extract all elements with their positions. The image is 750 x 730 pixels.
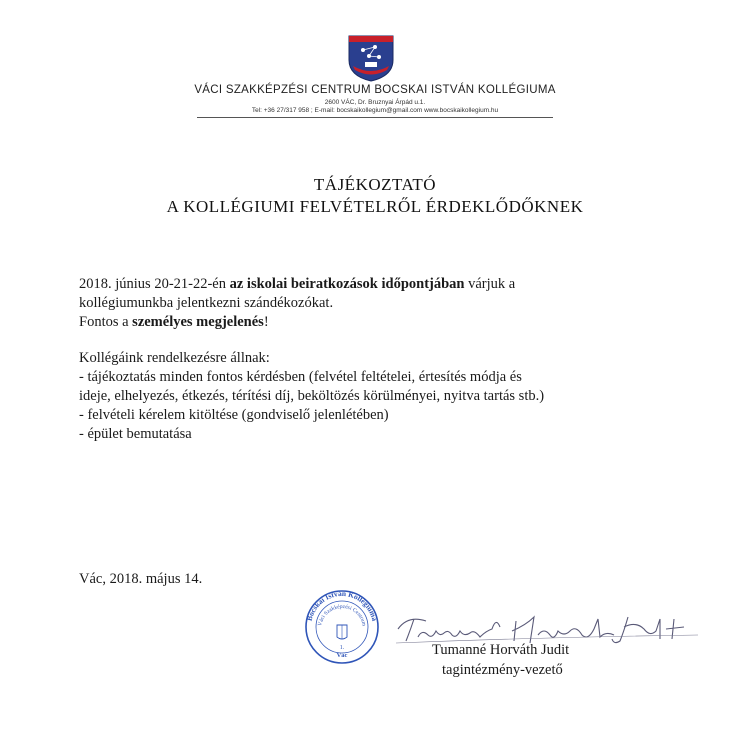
paragraph-dates bbox=[79, 275, 679, 332]
official-stamp bbox=[297, 585, 387, 665]
stamp-arc-text: Bocskai István Kollégiuma bbox=[304, 588, 380, 622]
text-applicants: kollégiumunkba jelentkezni szándékozókat. bbox=[79, 295, 334, 311]
signer-name: Tumanné Horváth Judit bbox=[432, 642, 570, 658]
text-exclamation: ! bbox=[263, 314, 269, 330]
text-personal-emphasis: személyes megjelenés bbox=[132, 314, 264, 330]
list-item-continuation: ideje, elhelyezés, étkezés, térítési díj, beköltözés körülményei, nyitva tartás stb.) bbox=[79, 388, 545, 404]
services-intro: Kollégáink rendelkezésre állnak: bbox=[79, 350, 270, 366]
list-item: - felvételi kérelem kitöltése (gondviselő jelenlétében) bbox=[79, 407, 389, 423]
paragraph-services bbox=[79, 349, 679, 444]
org-address: 2600 VÁC, Dr. Bruznyai Árpád u.1. bbox=[324, 99, 426, 106]
stamp-number: 1. bbox=[339, 645, 345, 651]
text-important: Fontos a bbox=[79, 314, 133, 330]
list-item: - tájékoztatás minden fontos kérdésben (felvétel feltételei, értesítés módja és bbox=[79, 369, 522, 385]
text-enrollment-emphasis: az iskolai beiratkozások időpontjában bbox=[229, 276, 465, 292]
stamp-inner-text: Váci Szakképzési Centrum bbox=[317, 603, 367, 627]
college-logo bbox=[345, 32, 397, 82]
org-name: VÁCI SZAKKÉPZÉSI CENTRUM BOCSKAI ISTVÁN KOLLÉGIUMA bbox=[194, 84, 556, 96]
place-and-date: Vác, 2018. május 14. bbox=[79, 571, 203, 587]
stamp-city: Vác bbox=[336, 652, 348, 659]
org-contact: Tel: +36 27/317 958 ; E-mail: bocskaikollegium@gmail.com www.bocskaikollegium.hu bbox=[251, 107, 499, 114]
handwritten-signature bbox=[388, 607, 708, 647]
header-divider bbox=[197, 117, 553, 118]
text-wait: várjuk a bbox=[464, 276, 516, 292]
document-title: TÁJÉKOZTATÓ bbox=[313, 175, 437, 194]
signer-title: tagintézmény-vezető bbox=[442, 662, 563, 678]
document-subtitle: A KOLLÉGIUMI FELVÉTELRŐL ÉRDEKLŐDŐKNEK bbox=[166, 197, 584, 216]
text-dates: 2018. június 20-21-22-én bbox=[79, 276, 230, 292]
list-item: - épület bemutatása bbox=[79, 426, 192, 442]
